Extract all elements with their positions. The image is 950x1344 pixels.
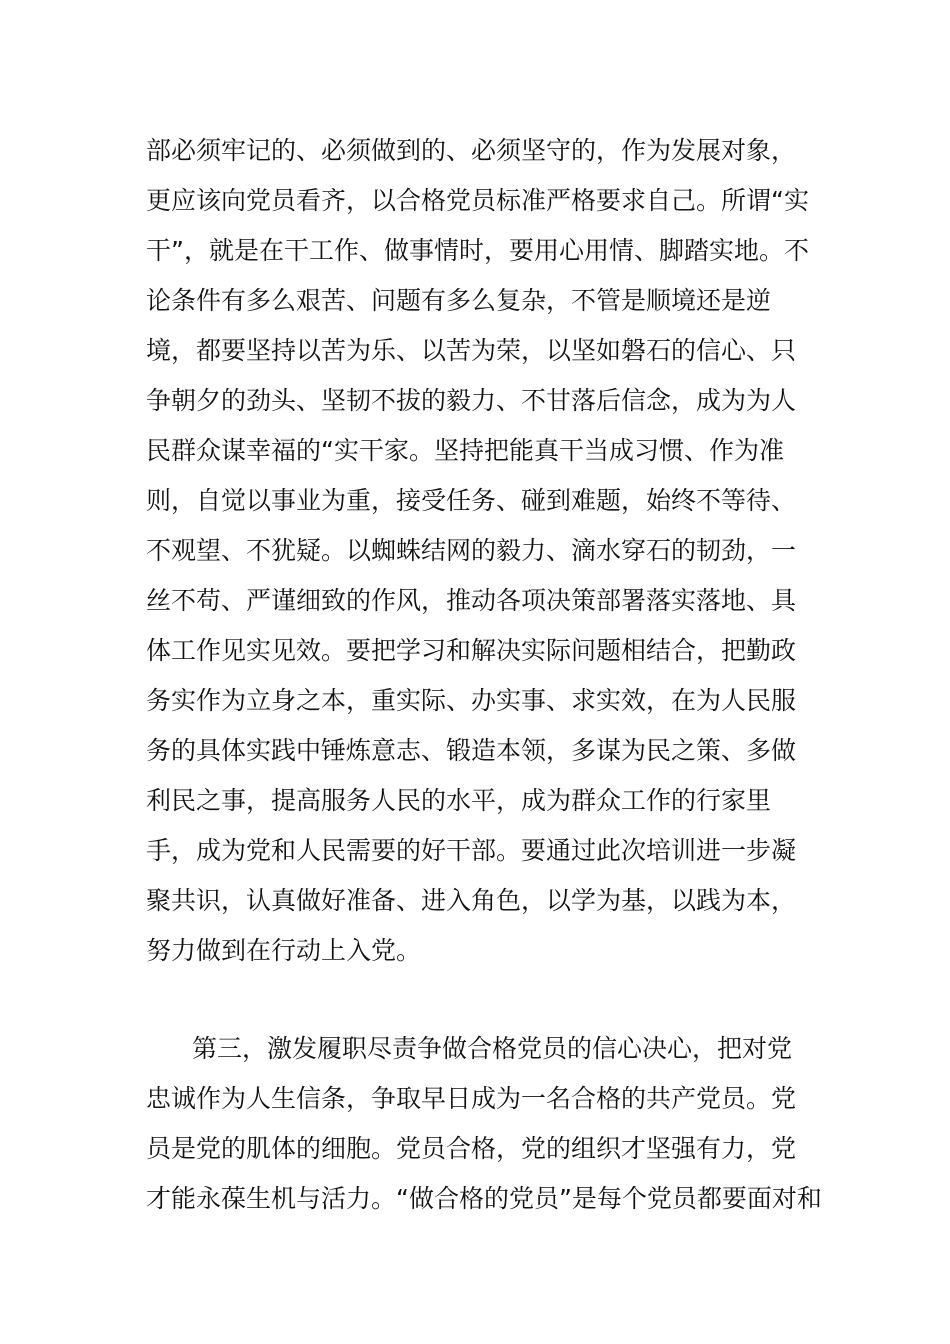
- text-line: 务的具体实践中锤炼意志、锻造本领，多谋为民之策、多做: [146, 736, 797, 765]
- text-line: 境，都要坚持以苦为乐、以苦为荣，以坚如磐石的信心、只: [146, 336, 797, 365]
- text-line: 第三，激发履职尽责争做合格党员的信心决心，把对党: [192, 1034, 793, 1063]
- text-line: 部必须牢记的、必须做到的、必须坚守的，作为发展对象，: [146, 136, 797, 165]
- text-line: 手，成为党和人民需要的好干部。要通过此次培训进一步凝: [146, 836, 797, 865]
- text-line: 更应该向党员看齐，以合格党员标准严格要求自己。所谓“实: [146, 186, 809, 215]
- text-line: 体工作见实见效。要把学习和解决实际问题相结合，把勤政: [146, 636, 797, 665]
- text-line: 才能永葆生机与活力。“做合格的党员”是每个党员都要面对和: [146, 1184, 822, 1213]
- text-line: 干”，就是在干工作、做事情时，要用心用情、脚踏实地。不: [146, 236, 809, 265]
- text-line: 忠诚作为人生信条，争取早日成为一名合格的共产党员。党: [146, 1084, 797, 1113]
- text-line: 不观望、不犹疑。以蜘蛛结网的毅力、滴水穿石的韧劲，一: [146, 536, 797, 565]
- text-line: 员是党的肌体的细胞。党员合格，党的组织才坚强有力，党: [146, 1134, 797, 1163]
- text-line: 民群众谋幸福的“实干家。坚持把能真干当成习惯、作为准: [146, 436, 784, 465]
- text-line: 努力做到在行动上入党。: [146, 936, 422, 965]
- text-line: 聚共识，认真做好准备、进入角色，以学为基，以践为本，: [146, 886, 797, 915]
- text-line: 争朝夕的劲头、坚韧不拔的毅力、不甘落后信念，成为为人: [146, 386, 797, 415]
- text-line: 利民之事，提高服务人民的水平，成为群众工作的行家里: [146, 786, 772, 815]
- text-line: 则，自觉以事业为重，接受任务、碰到难题，始终不等待、: [146, 486, 797, 515]
- text-line: 务实作为立身之本，重实际、办实事、求实效，在为人民服: [146, 686, 797, 715]
- text-line: 论条件有多么艰苦、问题有多么复杂，不管是顺境还是逆: [146, 286, 772, 315]
- text-line: 丝不苟、严谨细致的作风，推动各项决策部署落实落地、具: [146, 586, 797, 615]
